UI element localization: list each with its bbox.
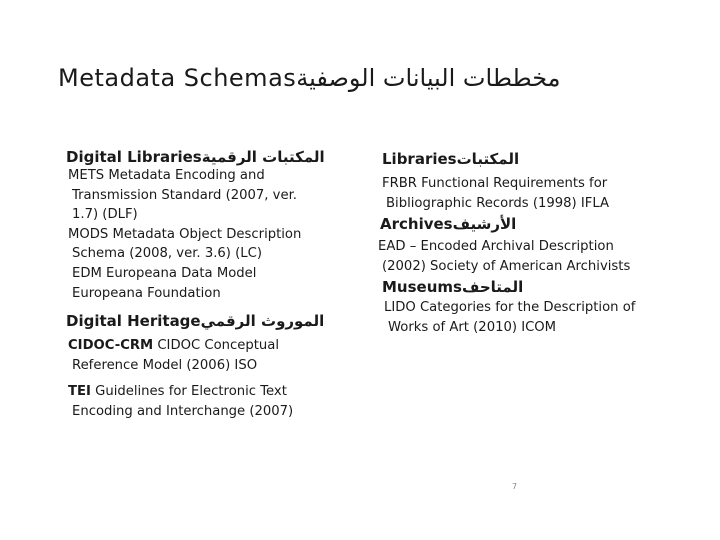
- dl-line-1: METS Metadata Encoding and: [68, 168, 265, 183]
- tei-acronym: TEI: [68, 384, 91, 400]
- tei-line-2: Encoding and Interchange (2007): [72, 403, 294, 419]
- digital-libraries-ar: المكتبات الرقمية: [201, 148, 325, 166]
- archives-ar: الأرشيف: [452, 215, 517, 234]
- dl-line-2: Transmission Standard (2007, ver.: [72, 187, 297, 203]
- archives-en: Archives: [380, 215, 453, 234]
- museums-list: [384, 298, 680, 337]
- libraries-ar: المكتبات: [456, 150, 520, 168]
- title-arabic: مخططات البيانات الوصفية: [296, 64, 561, 92]
- tei-line-1: [68, 382, 366, 402]
- left-column: [66, 148, 366, 422]
- dl-line-5: Schema (2008, ver. 3.6) (LC): [72, 246, 262, 262]
- archives-list: [378, 237, 680, 276]
- dl-line-7: Europeana Foundation: [72, 285, 221, 301]
- libraries-en: Libraries: [382, 150, 457, 168]
- digital-heritage-list: [68, 336, 366, 421]
- cidoc-line-2: Reference Model (2006) ISO: [72, 357, 258, 373]
- cidoc-acronym: CIDOC-CRM: [68, 338, 154, 354]
- digital-libraries-heading: [66, 148, 366, 166]
- page-number: 7: [512, 482, 518, 491]
- digital-libraries-list: [68, 166, 366, 303]
- dl-line-6: EDM Europeana Data Model: [72, 265, 257, 281]
- museums-ar: المتاحف: [461, 278, 524, 297]
- lido-line-2: Works of Art (2010) ICOM: [388, 319, 557, 335]
- museums-en: Museums: [382, 278, 462, 297]
- libraries-heading: [382, 150, 680, 168]
- lido-line-1: LIDO Categories for the Description of: [384, 300, 636, 316]
- ead-line-2: (2002) Society of American Archivists: [382, 258, 631, 274]
- cidoc-text: CIDOC Conceptual: [153, 338, 280, 354]
- frbr-line-1: FRBR Functional Requirements for: [382, 176, 608, 191]
- slide-title: [58, 64, 678, 92]
- libraries-list: [382, 174, 680, 213]
- digital-libraries-en: Digital Libraries: [66, 148, 202, 166]
- museums-heading: [382, 278, 680, 296]
- digital-heritage-ar: الموروث الرقمي: [200, 312, 325, 331]
- archives-heading: [380, 215, 680, 233]
- tei-text: Guidelines for Electronic Text: [90, 384, 287, 400]
- frbr-line-2: Bibliographic Records (1998) IFLA: [386, 195, 610, 211]
- ead-line-1: EAD – Encoded Archival Description: [378, 239, 614, 255]
- dl-line-4: MODS Metadata Object Description: [68, 226, 302, 242]
- digital-heritage-heading: [66, 312, 366, 330]
- dl-line-3: 1.7) (DLF): [72, 207, 138, 223]
- digital-heritage-en: Digital Heritage: [66, 312, 201, 331]
- right-column: [380, 150, 680, 338]
- title-english: Metadata Schemas: [58, 64, 297, 92]
- cidoc-line-1: [68, 336, 366, 356]
